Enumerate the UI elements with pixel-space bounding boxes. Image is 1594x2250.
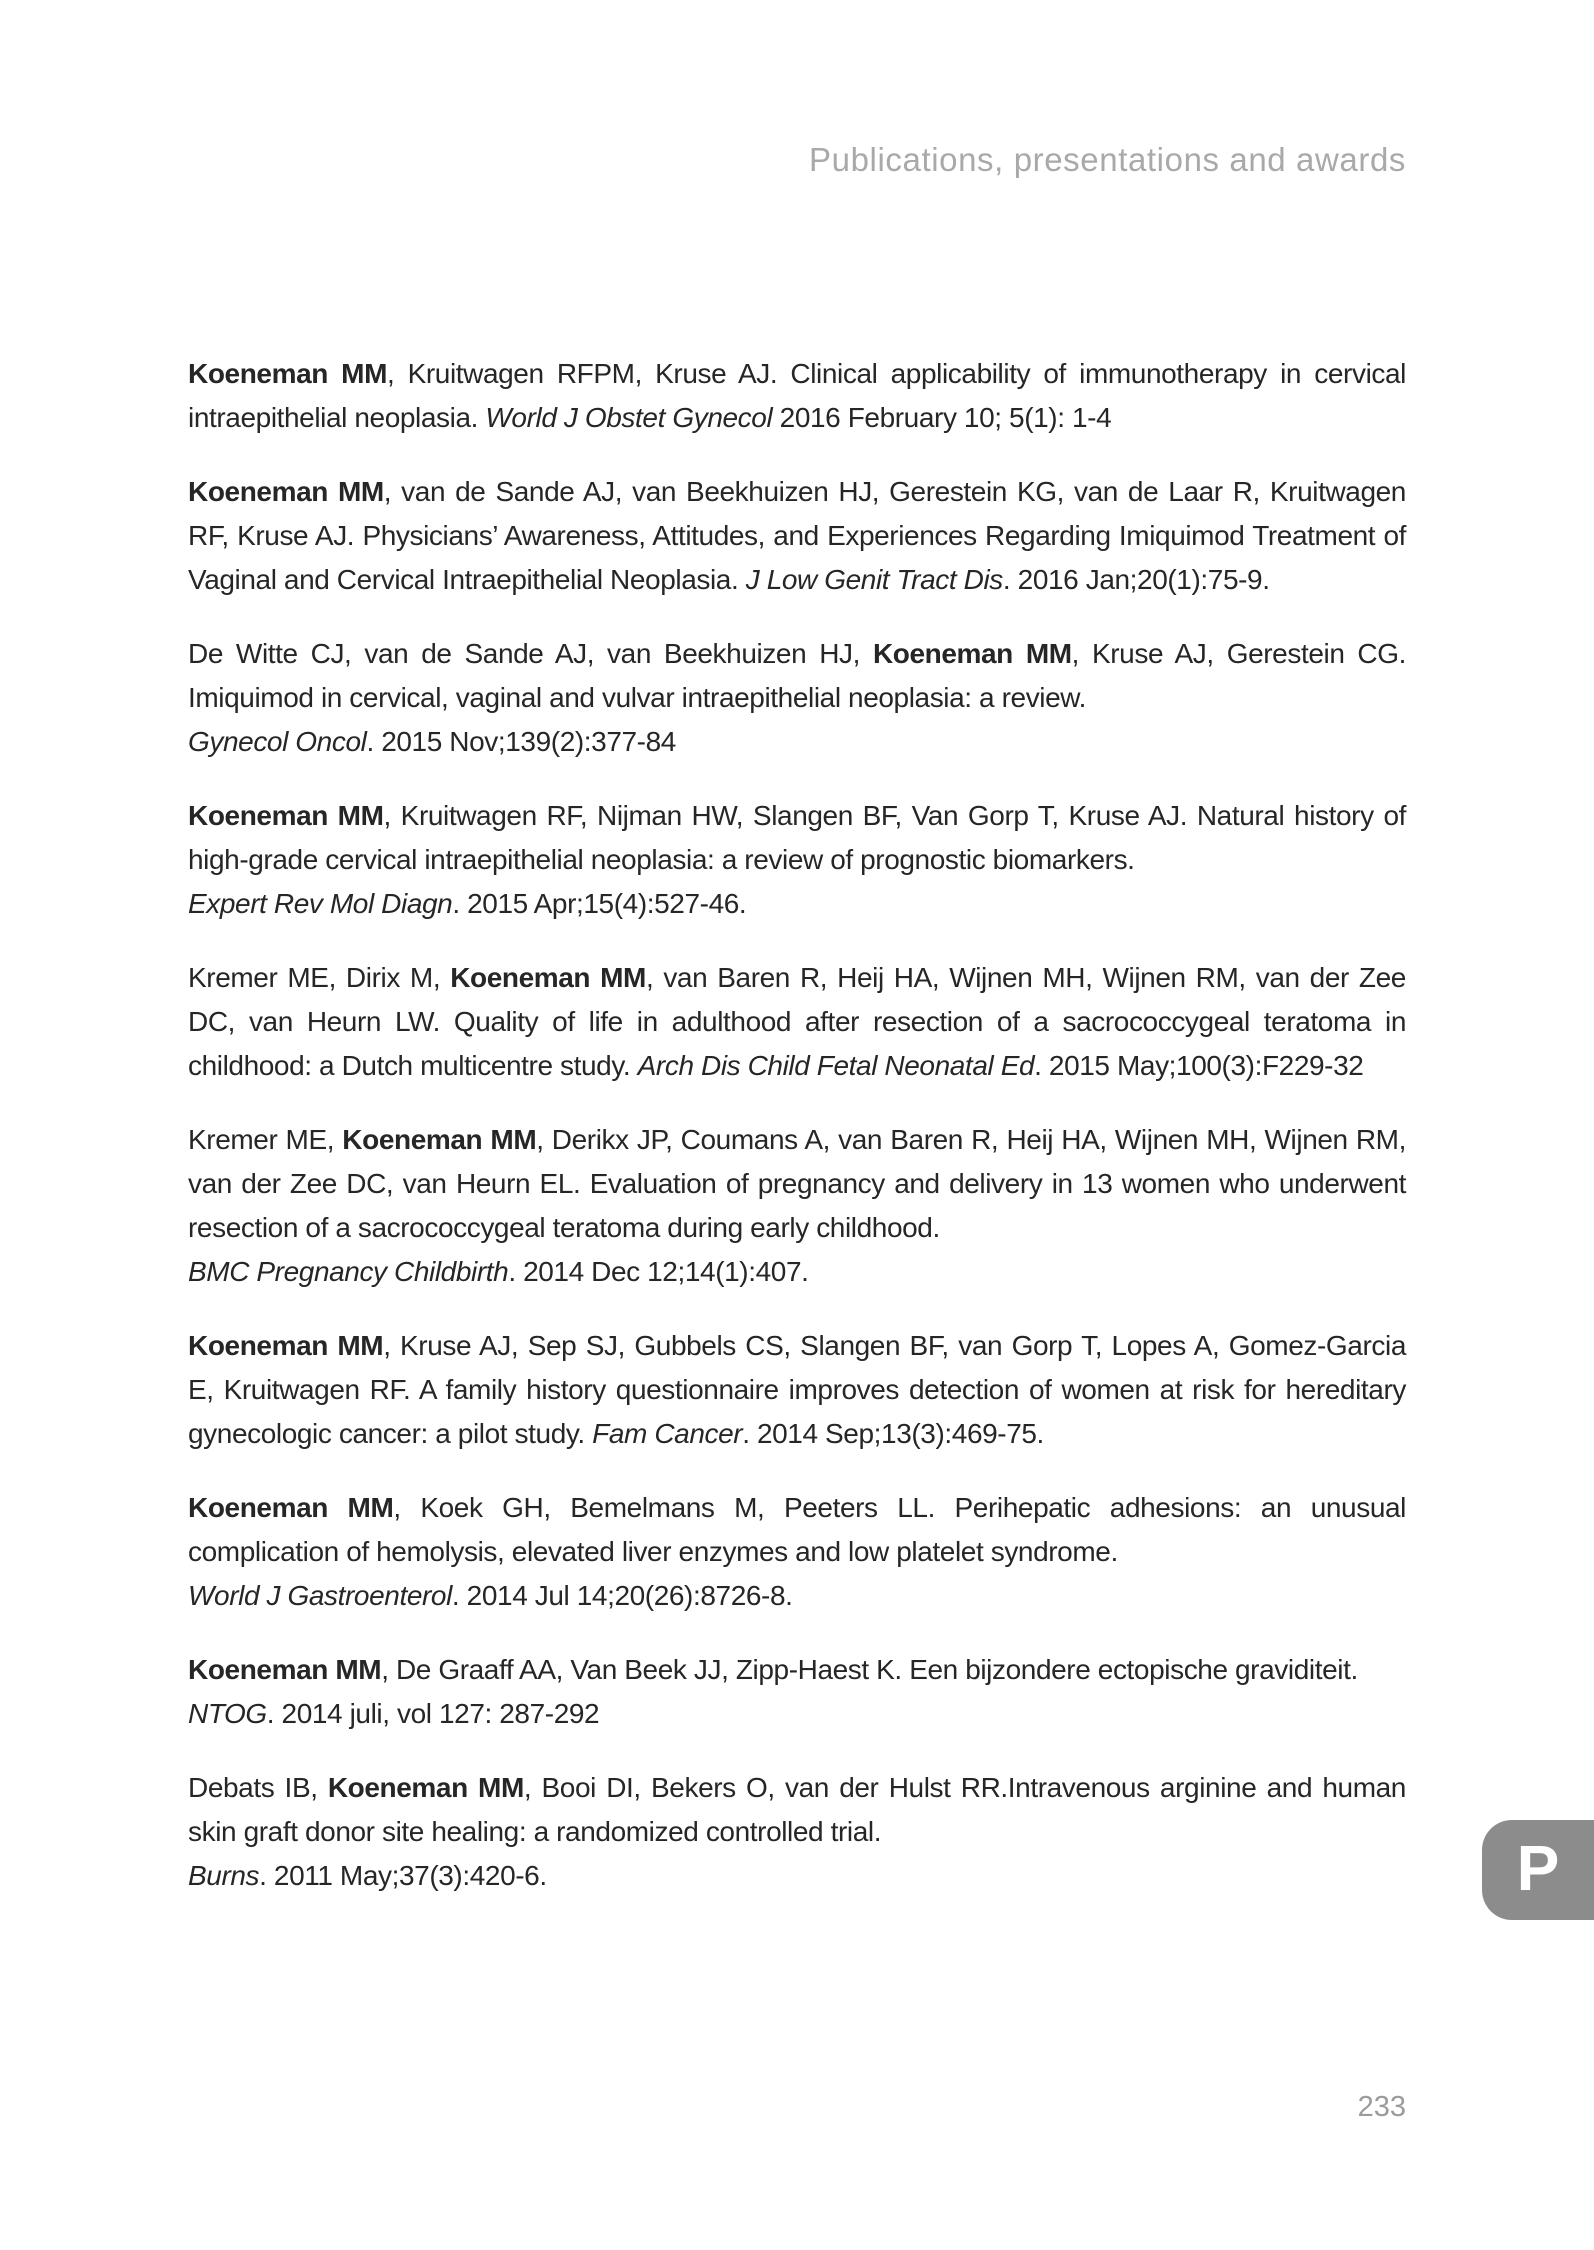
highlighted-author: Koeneman MM <box>342 1124 537 1155</box>
publication-entry: Kremer ME, Dirix M, Koeneman MM, van Baren R, Heij HA, Wijnen MH, Wijnen RM, van der Zee DC, van Heurn LW. Quality of life in adulthood after resection of a sacrococcygeal teratoma in childhood: a Dutch multicentre study. Arch Dis Child Fetal Neonatal Ed. 2015 May;100(3):F229-32 <box>188 962 1406 1081</box>
section-thumb-tab <box>1482 1820 1594 1920</box>
journal-name: Arch Dis Child Fetal Neonatal Ed <box>637 1050 1035 1081</box>
publication-entry: Koeneman MM, Kruitwagen RFPM, Kruse AJ. Clinical applicability of immunotherapy in cervical intraepithelial neoplasia. World J Obstet Gynecol 2016 February 10; 5(1): 1-4 <box>188 358 1406 433</box>
journal-name: J Low Genit Tract Dis <box>745 564 1003 595</box>
publication-entry: Koeneman MM, De Graaff AA, Van Beek JJ, Zipp-Haest K. Een bijzondere ectopische graviditeit. NTOG. 2014 juli, vol 127: 287-292 <box>188 1654 1358 1729</box>
highlighted-author: Koeneman MM <box>188 476 384 507</box>
journal-name: NTOG <box>188 1698 267 1729</box>
highlighted-author: Koeneman MM <box>872 638 1072 669</box>
publication-entry: De Witte CJ, van de Sande AJ, van Beekhuizen HJ, Koeneman MM, Kruse AJ, Gerestein CG. Imiquimod in cervical, vaginal and vulvar intraepithelial neoplasia: a review. Gynecol Oncol. 2015 Nov;139(2):377-84 <box>188 638 1407 757</box>
highlighted-author: Koeneman MM <box>327 1772 524 1803</box>
publications-list <box>188 352 1406 1928</box>
journal-name: Gynecol Oncol <box>188 726 367 757</box>
highlighted-author: Koeneman MM <box>188 1330 384 1361</box>
highlighted-author: Koeneman MM <box>188 358 387 389</box>
journal-name: BMC Pregnancy Childbirth <box>188 1256 509 1287</box>
publication-entry: Kremer ME, Koeneman MM, Derikx JP, Coumans A, van Baren R, Heij HA, Wijnen MH, Wijnen RM, van der Zee DC, van Heurn EL. Evaluation of pregnancy and delivery in 13 women who underwent resection of a sacrococcygeal teratoma during early childhood. BMC Pregnancy Childbirth. 2014 Dec 12;14(1):407. <box>188 1124 1406 1287</box>
publication-entry: Koeneman MM, Kruitwagen RF, Nijman HW, Slangen BF, Van Gorp T, Kruse AJ. Natural history of high-grade cervical intraepithelial neoplasia: a review of prognostic biomarkers. Expert Rev Mol Diagn. 2015 Apr;15(4):527-46. <box>188 800 1406 919</box>
page-number: 233 <box>1357 2091 1406 2123</box>
highlighted-author: Koeneman MM <box>188 1492 394 1523</box>
publication-entry: Debats IB, Koeneman MM, Booi DI, Bekers O, van der Hulst RR.Intravenous arginine and human skin graft donor site healing: a randomized controlled trial. Burns. 2011 May;37(3):420-6. <box>188 1772 1406 1891</box>
journal-name: Expert Rev Mol Diagn <box>188 888 453 919</box>
running-header: Publications, presentations and awards <box>809 141 1406 178</box>
journal-name: World J Obstet Gynecol <box>485 402 773 433</box>
highlighted-author: Koeneman MM <box>188 800 384 831</box>
section-thumb-tab-label: P <box>1516 1832 1560 1904</box>
publication-entry: Koeneman MM, van de Sande AJ, van Beekhuizen HJ, Gerestein KG, van de Laar R, Kruitwagen RF, Kruse AJ. Physicians’ Awareness, Attitudes, and Experiences Regarding Imiquimod Treatment of Vaginal and Cervical Intraepithelial Neoplasia. J Low Genit Tract Dis. 2016 Jan;20(1):75-9. <box>188 476 1406 595</box>
highlighted-author: Koeneman MM <box>450 962 646 993</box>
journal-name: Burns <box>188 1860 260 1891</box>
publication-entry: Koeneman MM, Koek GH, Bemelmans M, Peeters LL. Perihepatic adhesions: an unusual complication of hemolysis, elevated liver enzymes and low platelet syndrome. World J Gastroenterol. 2014 Jul 14;20(26):8726-8. <box>188 1492 1406 1611</box>
highlighted-author: Koeneman MM <box>188 1654 382 1685</box>
journal-name: Fam Cancer <box>592 1418 743 1449</box>
journal-name: World J Gastroenterol <box>188 1580 452 1611</box>
publication-entry: Koeneman MM, Kruse AJ, Sep SJ, Gubbels CS, Slangen BF, van Gorp T, Lopes A, Gomez-Garcia E, Kruitwagen RF. A family history questionnaire improves detection of women at risk for hereditary gynecologic cancer: a pilot study. Fam Cancer. 2014 Sep;13(3):469-75. <box>188 1330 1406 1449</box>
